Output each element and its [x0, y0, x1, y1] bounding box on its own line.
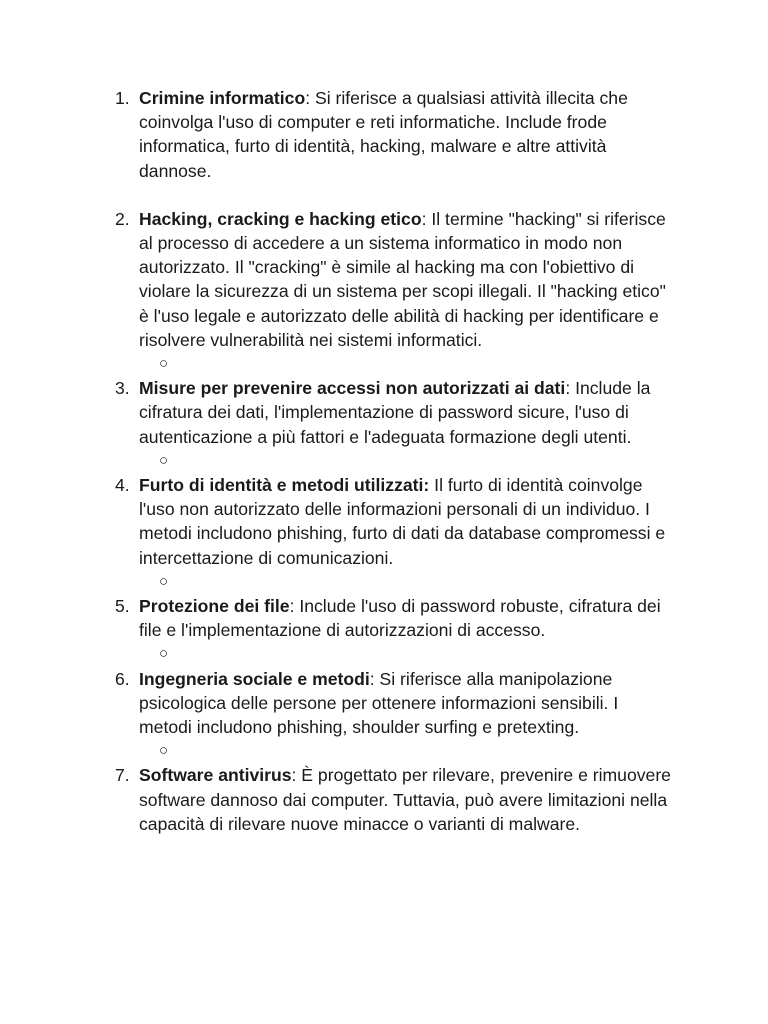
empty-sub-bullet: ○ [159, 451, 169, 469]
empty-sub-bullet: ○ [159, 572, 169, 590]
item-text: : Si riferisce a qualsiasi attività illecita che coinvolga l'uso di computer e reti informatiche. Include frode informatica, furto di identità, hacking, malware e altre attività dannose. [139, 88, 628, 181]
item-term: Ingegneria sociale e metodi [139, 668, 370, 689]
item-term: Misure per prevenire accessi non autorizzati ai dati [139, 378, 566, 399]
list-item-6 [115, 667, 675, 740]
empty-sub-bullet: ○ [159, 742, 169, 760]
numbered-list [115, 86, 675, 836]
list-item-3 [115, 376, 675, 449]
list-number: 7. [115, 765, 130, 786]
item-text: : Include la cifratura dei dati, l'implementazione di password sicure, l'uso di autenticazione a più fattori e l'adeguata formazione degli utenti. [139, 378, 651, 447]
item-text: Il furto di identità coinvolge l'uso non autorizzato delle informazioni personali di un individuo. I metodi includono phishing, furto di dati da database compromessi e intercettazione di comunicazioni. [139, 475, 666, 568]
list-item-1 [115, 86, 675, 183]
list-number: 4. [115, 475, 130, 496]
item-term: Software antivirus [139, 765, 292, 786]
item-term: Protezione dei file [139, 596, 290, 617]
item-text: : Include l'uso di password robuste, cifratura dei file e l'implementazione di autorizzazioni di accesso. [139, 596, 661, 641]
list-number: 6. [115, 668, 130, 689]
list-number: 5. [115, 596, 130, 617]
item-text: : È progettato per rilevare, prevenire e rimuovere software dannoso dai computer. Tuttavia, può avere limitazioni nella capacità di rilevare nuove minacce o varianti di malware. [139, 765, 671, 834]
empty-sub-bullet: ○ [159, 645, 169, 663]
list-item-7 [115, 763, 675, 836]
item-term: Hacking, cracking e hacking etico [139, 208, 422, 229]
list-item-4 [115, 473, 675, 570]
list-number: 3. [115, 378, 130, 399]
item-term: Furto di identità e metodi utilizzati: [139, 475, 430, 496]
spacer [115, 183, 675, 207]
list-item-2 [115, 207, 675, 352]
item-text: : Il termine "hacking" si riferisce al processo di accedere a un sistema informatico in modo non autorizzato. Il "cracking" è simile al hacking ma con l'obiettivo di violare la sicurezza di un sistema per scopi illegali. Il "hacking etico" è l'uso legale e autorizzato delle abilità di hacking per identificare e risolvere vulnerabilità nei sistemi informatici. [139, 208, 666, 350]
item-text: : Si riferisce alla manipolazione psicologica delle persone per ottenere informazioni sensibili. I metodi includono phishing, shoulder surfing e pretexting. [139, 668, 619, 738]
empty-sub-bullet: ○ [159, 355, 169, 373]
list-item-5 [115, 594, 675, 642]
list-number: 1. [115, 88, 130, 108]
item-term: Crimine informatico [139, 88, 306, 108]
list-number: 2. [115, 208, 130, 229]
